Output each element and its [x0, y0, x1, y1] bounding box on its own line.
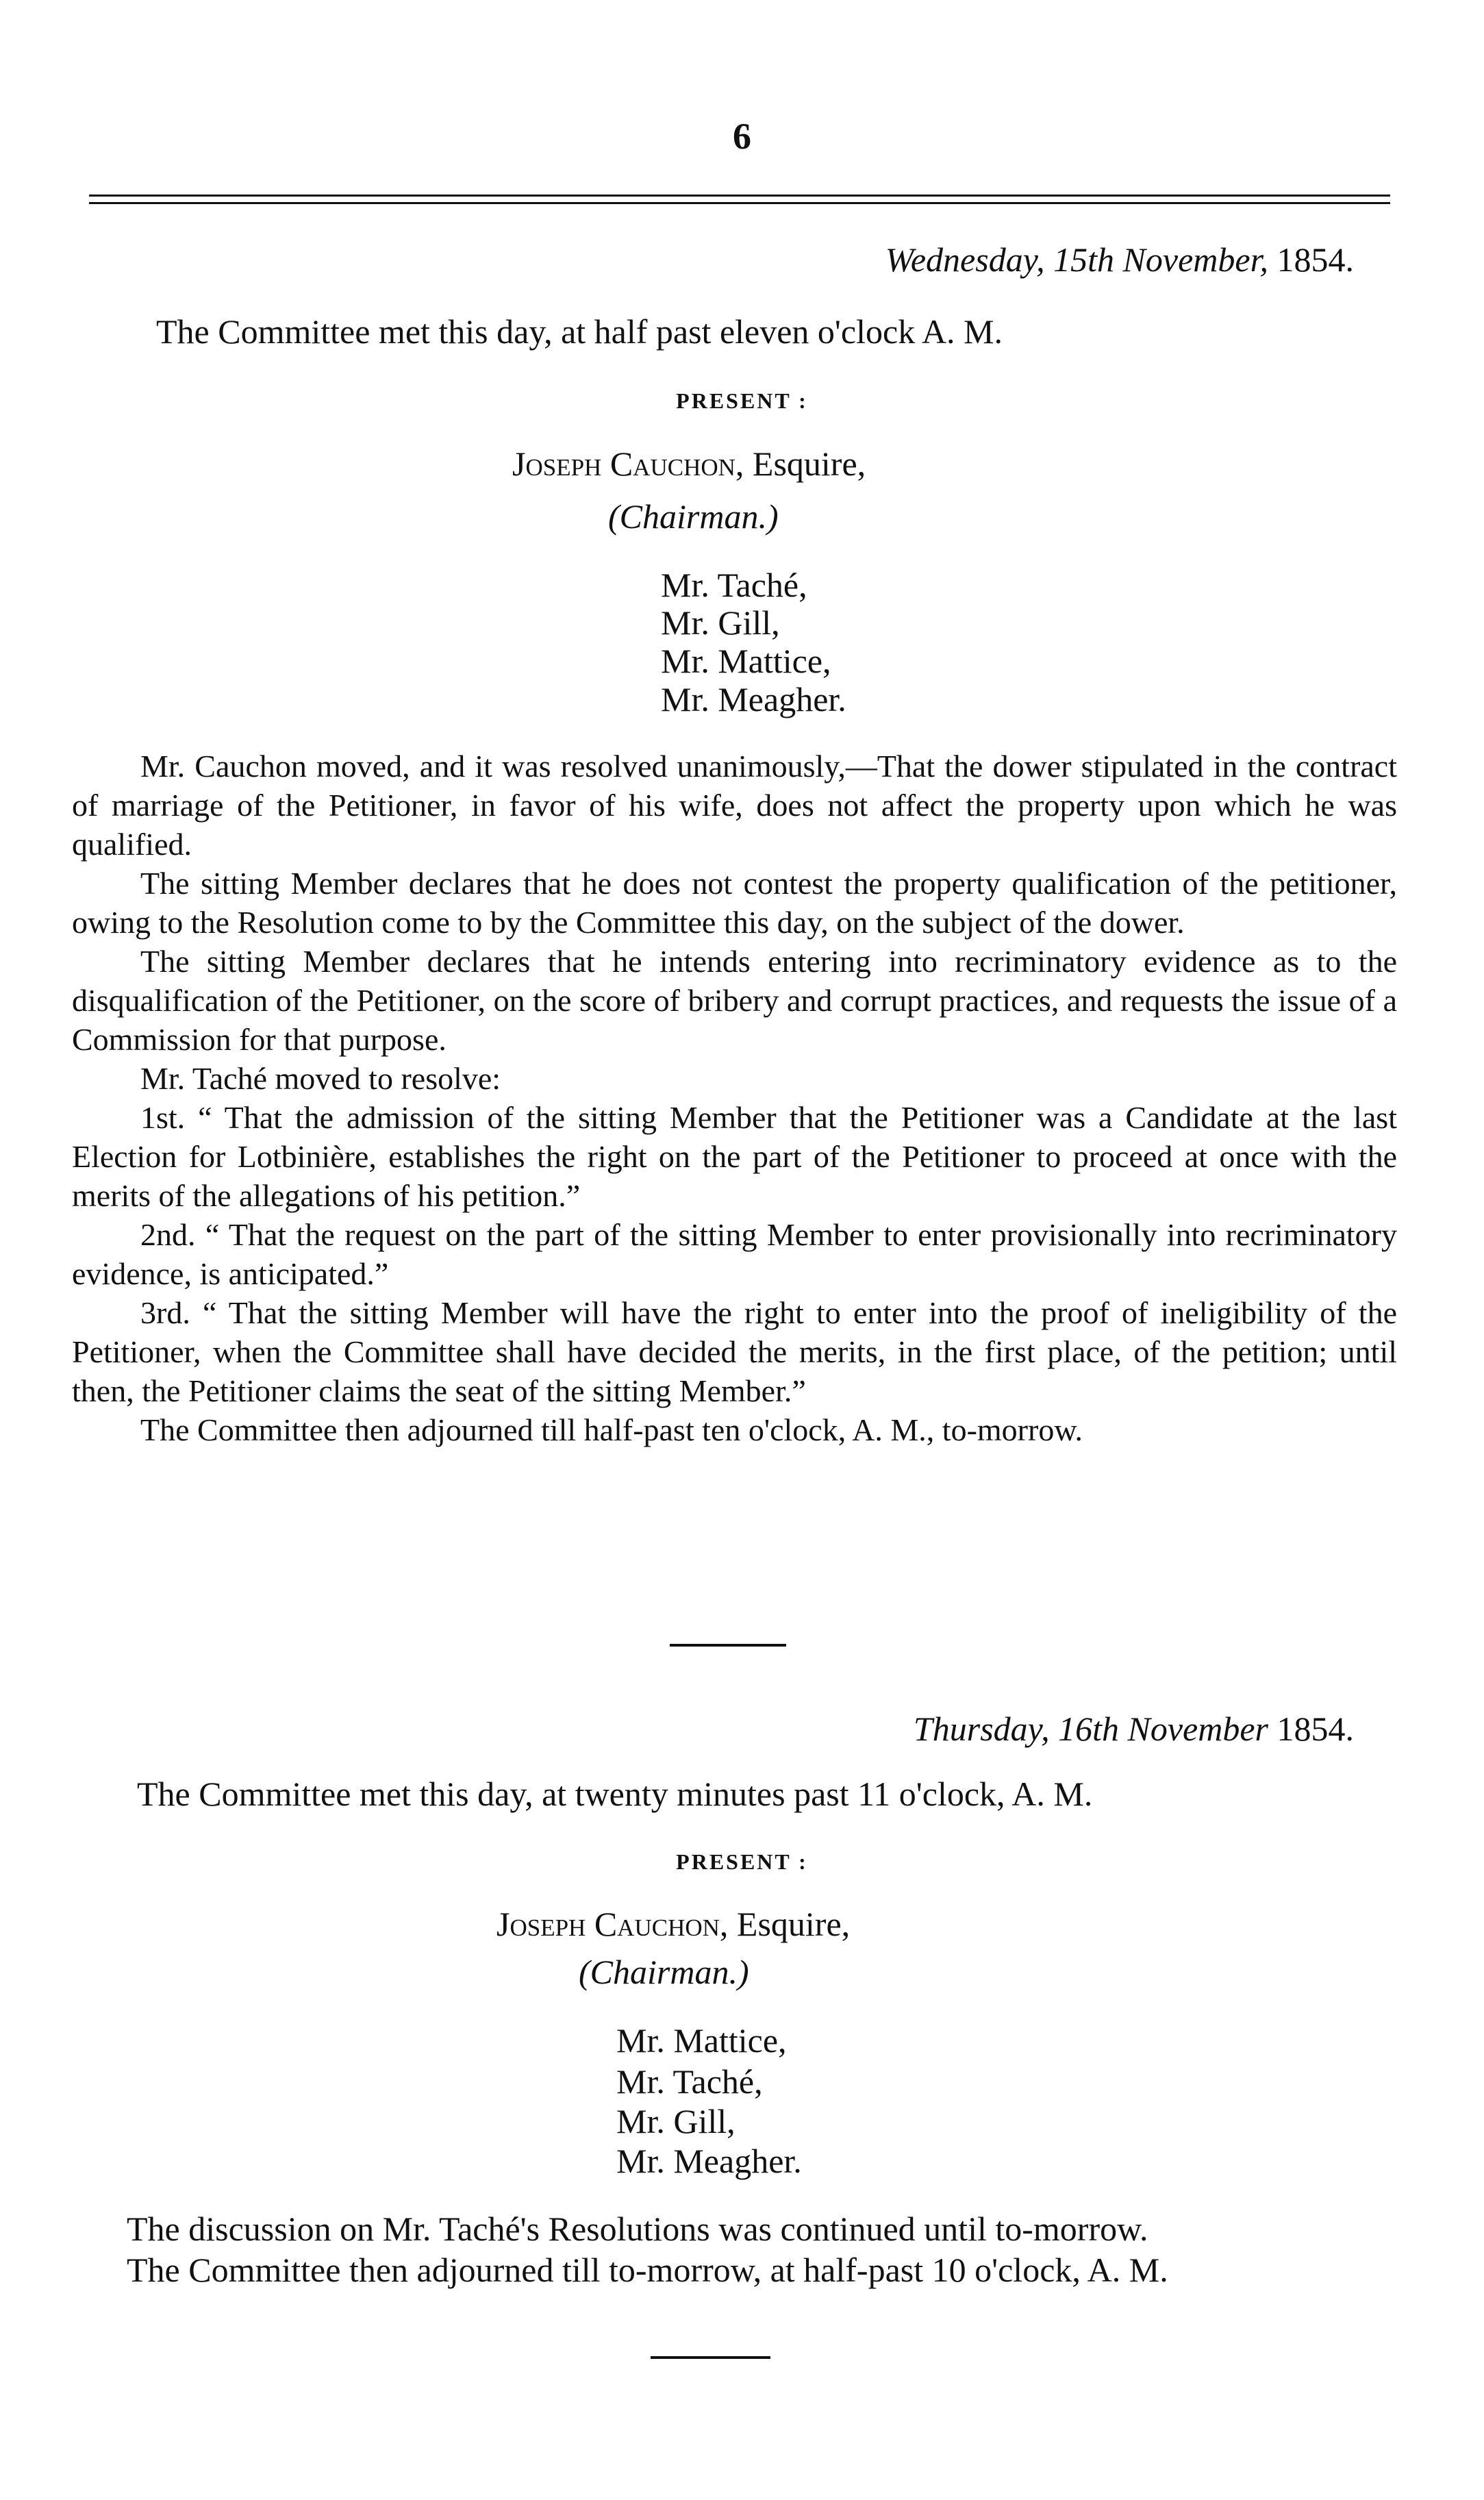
entry2-date-day: Thursday, — [913, 1710, 1050, 1748]
entry2-chairman-name — [496, 1904, 850, 1944]
entry1-paragraph: 1st. “ That the admission of the sitting Member that the Petitioner was a Candidate at the last Election for Lotbinière, establishes the right on the part of the Petitioner to proceed at once with the merits of the allegations of his petition.” — [72, 1100, 1397, 1213]
entry1-chairman-role: (Chairman.) — [608, 497, 779, 536]
entry1-paragraph: The sitting Member declares that he does not contest the property qualification of the petitioner, owing to the Resolution come to by the Committee this day, on the subject of the dower. — [72, 866, 1397, 940]
entry2-present-heading: PRESENT : — [676, 1849, 808, 1874]
entry2-member: Mr. Mattice, — [616, 2021, 787, 2060]
entry1-paragraph: Mr. Taché moved to resolve: — [140, 1061, 501, 1096]
entry1-member: Mr. Mattice, — [661, 642, 831, 680]
entry1-chair-last: Cauchon, — [609, 445, 744, 483]
entry1-present-heading: PRESENT : — [676, 388, 808, 413]
entry2-chair-last: Cauchon, — [594, 1905, 729, 1943]
entry2-date-num: 16th — [1058, 1710, 1119, 1748]
entry2-date-month: November — [1127, 1710, 1268, 1748]
entry1-chair-first: Joseph — [512, 445, 602, 483]
entry1-chairman-name — [512, 444, 866, 484]
entry1-proceedings — [72, 747, 1397, 1449]
entry1-date-month: November, — [1122, 240, 1268, 279]
entry2-date-year: 1854. — [1277, 1710, 1354, 1748]
entry2-member: Mr. Taché, — [616, 2062, 763, 2101]
entry2-member: Mr. Meagher. — [616, 2142, 802, 2180]
entry1-member: Mr. Taché, — [661, 566, 807, 604]
entry2-closing-line: The Committee then adjourned till to-morrow, at half-past 10 o'clock, A. M. — [127, 2251, 1168, 2289]
entry2-dateline — [914, 1709, 1354, 1749]
entry1-dateline — [885, 240, 1354, 279]
entry2-chair-first: Joseph — [496, 1905, 586, 1943]
page-number: 6 — [733, 116, 751, 157]
entry2-chairman-role: (Chairman.) — [579, 1953, 749, 1991]
entry2-closing-line: The discussion on Mr. Taché's Resolutions was continued until to-morrow. — [127, 2210, 1148, 2248]
entry1-opening: The Committee met this day, at half past eleven o'clock A. M. — [156, 312, 1003, 351]
entry2-chair-title: Esquire, — [736, 1905, 851, 1943]
entry2-opening: The Committee met this day, at twenty minutes past 11 o'clock, A. M. — [137, 1775, 1093, 1813]
entry1-member: Mr. Meagher. — [661, 680, 846, 718]
entry1-paragraph: 3rd. “ That the sitting Member will have the right to enter into the proof of ineligibility of the Petitioner, when the Committee shall have decided the merits, in the first place, of the petition; until then, the Petitioner claims the seat of the sitting Member.” — [72, 1295, 1397, 1408]
header-rule-thin — [89, 202, 1390, 204]
section-divider — [670, 1644, 786, 1647]
footer-divider — [651, 2356, 770, 2359]
entry1-paragraph: The Committee then adjourned till half-past ten o'clock, A. M., to-morrow. — [140, 1412, 1083, 1447]
entry1-paragraph: The sitting Member declares that he intends entering into recriminatory evidence as to the disqualification of the Petitioner, on the score of bribery and corrupt practices, and requests the issue of a Commission for that purpose. — [72, 944, 1397, 1057]
entry1-date-day: Wednesday, — [885, 240, 1045, 279]
entry1-paragraph: 2nd. “ That the request on the part of the sitting Member to enter provisionally into recriminatory evidence, is anticipated.” — [72, 1217, 1397, 1291]
entry1-member: Mr. Gill, — [661, 603, 780, 642]
entry1-date-year: 1854. — [1277, 240, 1354, 279]
entry2-member: Mr. Gill, — [616, 2102, 735, 2140]
entry1-chair-title: Esquire, — [752, 445, 866, 483]
entry1-date-num: 15th — [1053, 240, 1115, 279]
header-rule — [89, 195, 1390, 197]
entry1-paragraph: Mr. Cauchon moved, and it was resolved unanimously,—That the dower stipulated in the contract of marriage of the Petitioner, in favor of his wife, does not affect the property upon which he was qualified. — [72, 749, 1397, 862]
